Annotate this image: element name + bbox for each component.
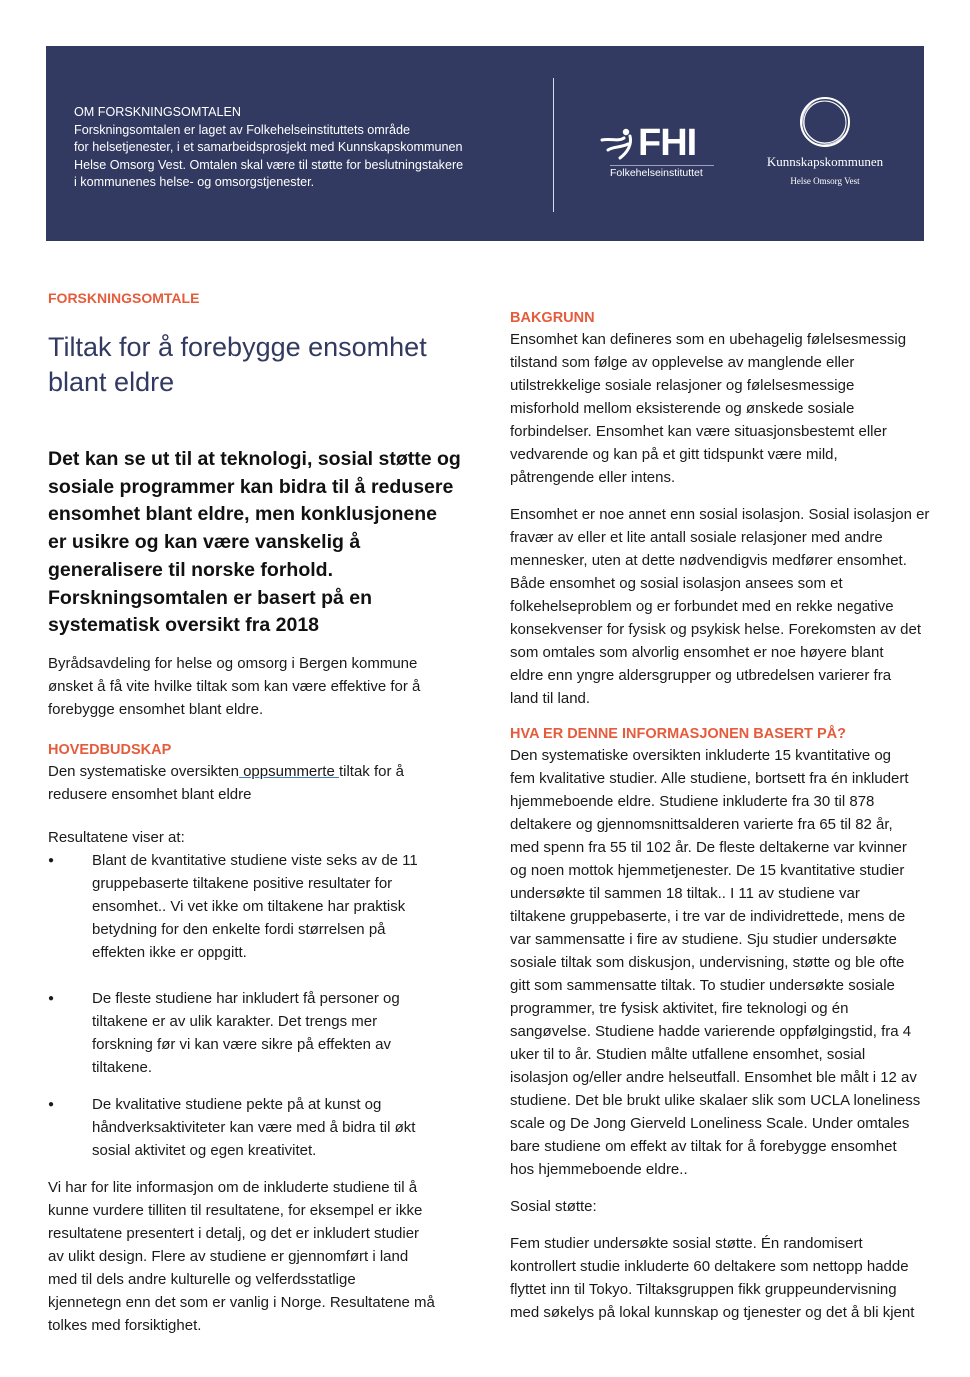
text-line: deltakere og gjennomsnittsalderen varierte fra 65 til 82 år, [510, 816, 893, 833]
about-line: Forskningsomtalen er laget av Folkehelseinstituttets område [74, 122, 410, 137]
text-line: uker til to år. Studien målte utfallene ensomhet, sosial [510, 1046, 866, 1063]
text-line: gruppebaserte tiltakene positive resultater for [92, 874, 393, 892]
text-line: tiltakene er av ulik karakter. Det trengs mer [92, 1012, 378, 1030]
background-paragraph-2 [510, 503, 965, 710]
text-line: bare studiene om effekt av tiltak for å forebygge ensomhet [510, 1138, 897, 1155]
text-line: sangøvelse. Studiene hadde varierende oppfølgingstid, fra 4 [510, 1023, 912, 1040]
list-item [48, 849, 480, 964]
text-span: tiltak for å [338, 762, 404, 780]
text-line: forbindelser. Ensomhet kan være situasjonsbestemt eller [510, 423, 887, 440]
lead-line: Forskningsomtalen er basert på en [48, 586, 373, 609]
text-line: ● De kvalitative studiene pekte på at kunst og [92, 1095, 382, 1113]
page-title [48, 330, 480, 400]
text-line: mennesker, uten at dette nødvendigvis medfører ensomhet. [510, 552, 907, 569]
text-line: forebygge ensomhet blant eldre. [48, 700, 264, 718]
header-banner [46, 46, 924, 241]
text-line: forskning før vi kan være sikre på effekten av [92, 1035, 392, 1053]
text-line: konsekvenser for fysisk og psykisk helse. Forekomsten av det [510, 621, 922, 638]
title-line: blant eldre [48, 367, 175, 397]
social-support-paragraph [510, 1232, 965, 1324]
text-line: sosial aktivitet og egen kreativitet. [92, 1141, 317, 1159]
text-line: Vi har for lite informasjon om de inkluderte studiene til å [48, 1178, 418, 1196]
text-line: kunne vurdere tilliten til resultatene, for eksempel er ikke [48, 1201, 423, 1219]
text-span: Den systematiske oversikten [48, 762, 239, 780]
text-line: studiene. Det ble brukt ulike skalaer slik som UCLA loneliness [510, 1092, 921, 1109]
text-line: som omtales som alvorlig ensomhet er noe høyere blant [510, 644, 884, 661]
key-message-paragraph [48, 760, 480, 806]
text-line: flyttet inn til Tokyo. Tiltaksgruppen fikk gruppeundervisning [510, 1281, 897, 1298]
results-list [48, 849, 480, 1162]
text-line: vedvarende og kan på et gitt tidspunkt være mild, [510, 446, 838, 463]
text-line: hos hjemmeboende eldre.. [510, 1161, 688, 1178]
section-heading-basis: HVA ER DENNE INFORMASJONEN BASERT PÅ? [510, 726, 846, 742]
fhi-subtitle: Folkehelseinstituttet [610, 167, 703, 179]
text-line: tiltakene gruppebaserte, i tre var de individrettede, mens de [510, 908, 906, 925]
underlined-word: oppsummerte [238, 762, 339, 780]
basis-paragraph [510, 744, 965, 1181]
text-line: misforhold mellom eksisterende og ønskede sosiale [510, 400, 855, 417]
text-line: sosiale tiltak som diskusjon, undervisning, støtte og ble ofte [510, 954, 905, 971]
lead-line: er usikre og kan være vanskelig å [48, 531, 361, 554]
text-line: land til land. [510, 690, 591, 707]
results-label: Resultatene viser at: [48, 828, 185, 846]
banner-divider [553, 78, 554, 212]
text-line: tolkes med forsiktighet. [48, 1316, 202, 1334]
title-line: Tiltak for å forebygge ensomhet [48, 332, 427, 362]
closing-paragraph [48, 1176, 480, 1337]
text-line: ensomhet.. Vi vet ikke om tiltakene har praktisk [92, 897, 406, 915]
right-column [510, 308, 965, 1324]
lead-line: Det kan se ut til at teknologi, sosial støtte og [48, 448, 461, 470]
section-heading-hovedbudskap: HOVEDBUDSKAP [48, 741, 172, 758]
text-line: med søkelys på lokal kunnskap og tjenester og det å bli kjent [510, 1304, 915, 1321]
social-support-label: Sosial støtte: [510, 1198, 597, 1215]
left-column [48, 288, 480, 1337]
kk-name: Kunnskapskommunen [766, 154, 884, 169]
text-line: med til dels andre kulturelle og velferdsstatlige [48, 1270, 356, 1288]
text-line: med spenn fra 55 til 102 år. De fleste deltakerne var kvinner [510, 839, 907, 856]
fhi-wordmark: FHI [638, 122, 697, 164]
text-line: utilstrekkelige sosiale relasjoner og følelsesmessige [510, 377, 855, 394]
text-line: resultatene presentert i detalj, og det er inkludert studier [48, 1224, 420, 1242]
text-line: kontrollert studie inkluderte 60 deltakere som nettopp hadde [510, 1258, 909, 1275]
about-line: i kommunenes helse- og omsorgstjenester. [74, 175, 315, 190]
text-line: Fem studier undersøkte sosial støtte. Én randomisert [510, 1235, 863, 1252]
text-line: var sammensatte i fire av studiene. Sju studier undersøkte [510, 931, 897, 948]
fhi-logo [598, 122, 718, 182]
text-line: gitt som sammensatte tiltak. To studier undersøkte sosiale [510, 977, 895, 994]
text-line: kjennetegn enn det som er vanlig i Norge. Resultatene må [48, 1293, 435, 1311]
ring-icon [797, 94, 853, 150]
about-line: Helse Omsorg Vest. Omtalen skal være til støtte for beslutningstakere [74, 157, 464, 172]
text-line: folkehelseproblem og er forbundet med en rekke negative [510, 598, 894, 615]
text-line: Både ensomhet og sosial isolasjon ansees som et [510, 575, 843, 592]
text-line: ● Blant de kvantitative studiene viste seks av de 11 [92, 851, 418, 869]
text-line: eldre enn yngre aldersgrupper og utbredelsen varierer fra [510, 667, 892, 684]
text-line: tilstand som følge av opplevelse av manglende eller [510, 354, 855, 371]
text-line: redusere ensomhet blant eldre [48, 785, 252, 803]
text-line: programmer, tre fysisk aktivitet, fire teknologi og én [510, 1000, 849, 1017]
text-line: håndverksaktiviteter kan være med å bidra til økt [92, 1118, 416, 1136]
text-line: effekten ikke er oppgitt. [92, 943, 247, 961]
text-line: Den systematiske oversikten inkluderte 15 kvantitative og [510, 747, 892, 764]
text-line: Byrådsavdeling for helse og omsorg i Bergen kommune [48, 654, 418, 672]
fhi-rule [610, 165, 714, 166]
lead-line: systematisk oversikt fra 2018 [48, 614, 320, 637]
text-line: påtrengende eller intens. [510, 469, 676, 486]
text-line: undersøkte til sammen 18 tiltak.. I 11 av studiene var [510, 885, 860, 902]
text-line: fravær av eller et lite antall sosiale relasjoner med andre [510, 529, 883, 546]
kicker-label: FORSKNINGSOMTALE [48, 290, 200, 306]
about-text [74, 104, 534, 192]
about-line: for helsetjenester, i et samarbeidsprosjekt med Kunnskapskommunen [74, 140, 463, 155]
kunnskapskommunen-logo [750, 94, 900, 194]
about-heading: OM FORSKNINGSOMTALEN [74, 105, 241, 119]
fhi-figure-icon [598, 126, 638, 162]
list-item [48, 987, 480, 1079]
text-line: ● De fleste studiene har inkludert få personer og [92, 989, 400, 1007]
text-line: av ulikt design. Flere av studiene er gjennomført i land [48, 1247, 409, 1265]
background-paragraph-1 [510, 328, 965, 489]
text-line: hjemmeboende eldre. Studiene inkluderte fra 30 til 878 [510, 793, 875, 810]
text-line: isolasjon og/eller andre helseutfall. Ensomhet ble målt i 12 av [510, 1069, 917, 1086]
text-line [48, 760, 480, 783]
text-line: fem kvalitative studier. Alle studiene, bortsett fra én inkludert [510, 770, 909, 787]
list-item [48, 1093, 480, 1162]
intro-paragraph [48, 652, 480, 721]
text-line: ønsket å få vite hvilke tiltak som kan være effektive for å [48, 677, 421, 695]
text-line: og noen mottok hjemmetjenester. De 15 kvantitative studier [510, 862, 905, 879]
text-line: Ensomhet er noe annet enn sosial isolasjon. Sosial isolasjon er [510, 506, 930, 523]
lead-line: ensomhet blant eldre, men konklusjonene [48, 503, 438, 526]
section-heading-bakgrunn: BAKGRUNN [510, 310, 595, 326]
text-line: scale og De Jong Gierveld Loneliness Scale. Under omtales [510, 1115, 910, 1132]
lead-line: generalisere til norske forhold. [48, 558, 333, 581]
text-line: Ensomhet kan defineres som en ubehagelig følelsesmessig [510, 331, 907, 348]
kk-subtitle: Helse Omsorg Vest [790, 176, 860, 186]
lead-line: sosiale programmer kan bidra til å redusere [48, 475, 454, 498]
lead-summary [48, 446, 480, 640]
text-line: betydning for den enkelte fordi størrelsen på [92, 920, 386, 938]
text-line: tiltakene. [92, 1058, 153, 1076]
